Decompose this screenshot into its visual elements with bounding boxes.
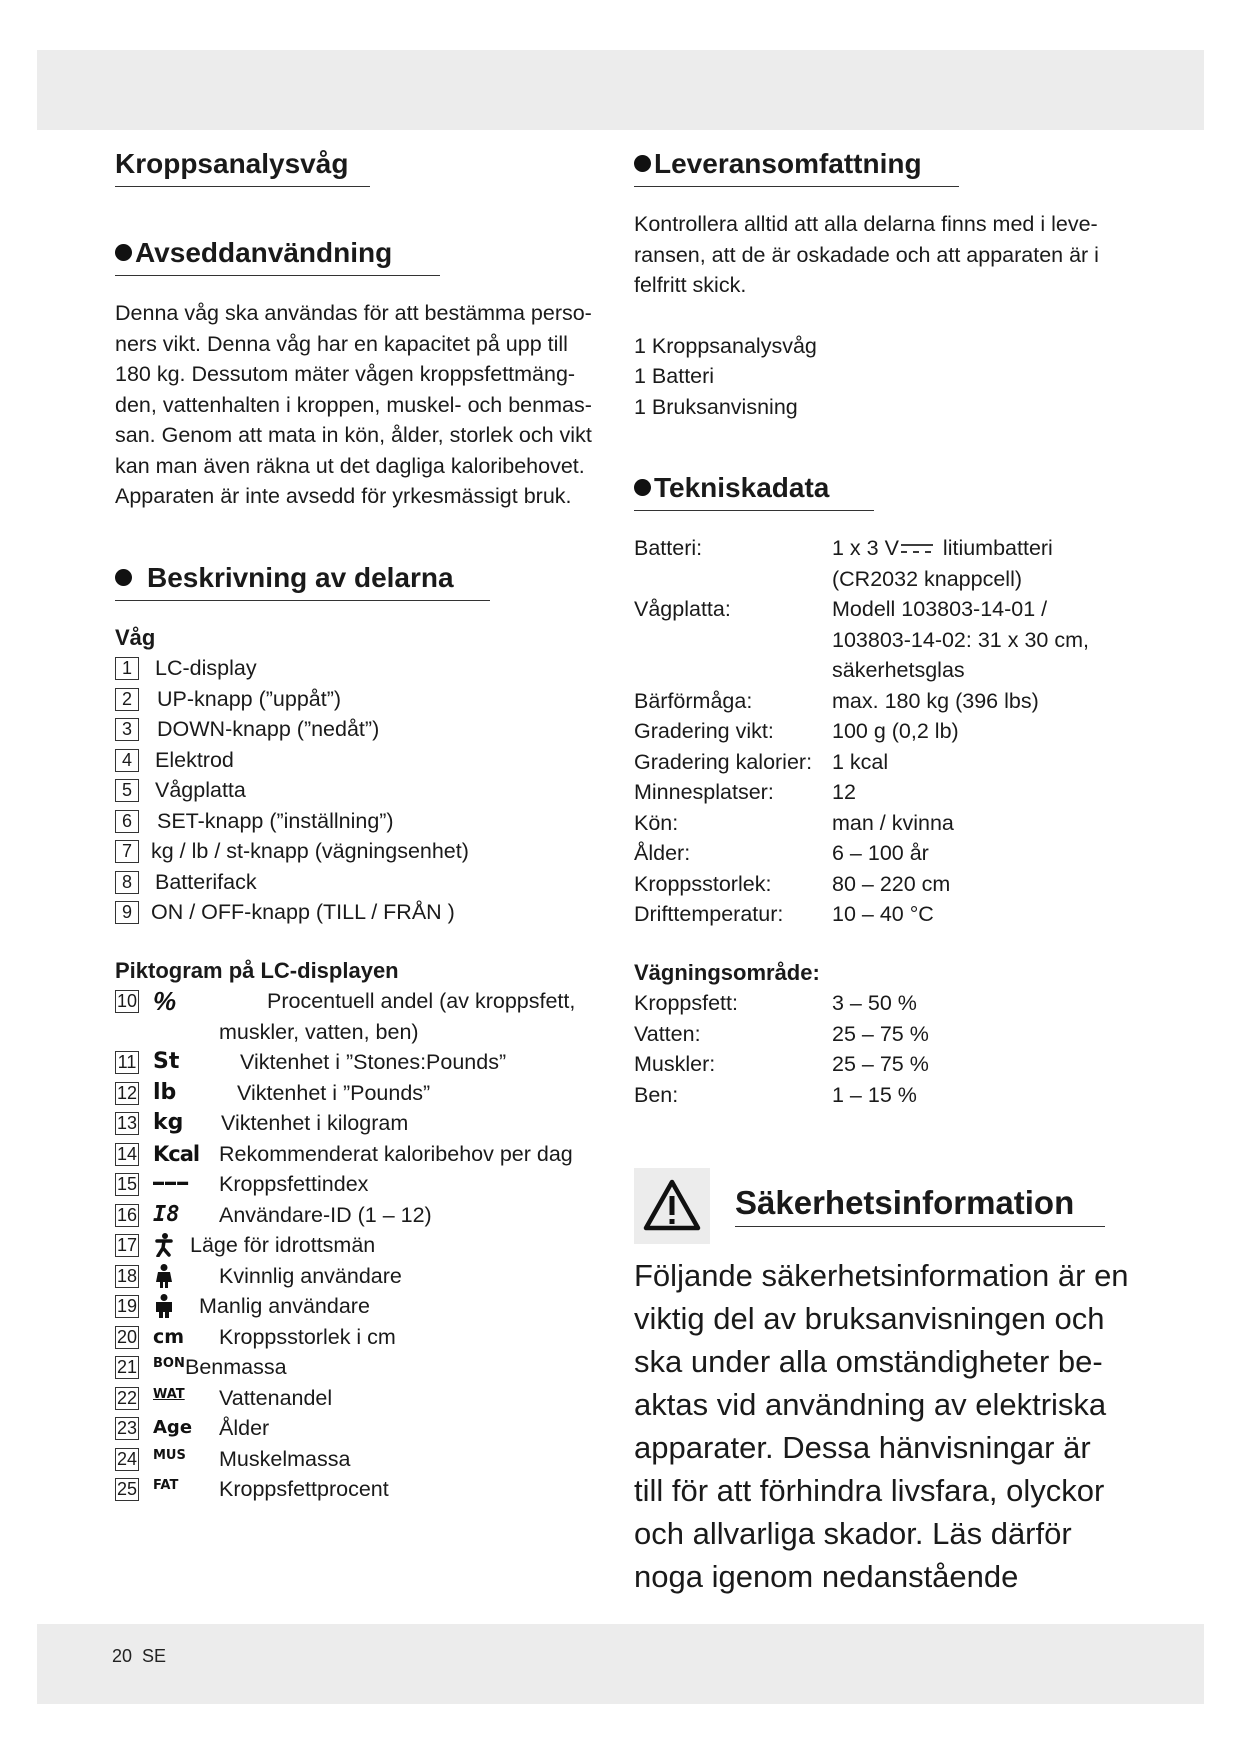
item-number: 20	[116, 1326, 138, 1347]
table-row: Vågplatta: Modell 103803-14-01 / 103803-14-02: 31 x 30 cm, säkerhetsglas	[634, 597, 1089, 682]
list-item: 16 I8 Användare-ID (1 – 12)	[116, 1201, 432, 1227]
fat-icon: FAT	[153, 1478, 179, 1493]
water-icon: WAT	[153, 1386, 185, 1402]
item-number: 12	[116, 1082, 138, 1103]
intended-use-heading: Avseddanvändning	[115, 237, 440, 276]
dashes-icon: ▬ ▬ ▬	[153, 1176, 188, 1188]
item-number: 5	[115, 779, 139, 802]
intended-use-text: Denna våg ska användas för att bestämma perso- ners vikt. Denna våg har en kapacitet på upp till 180 kg. Dessutom mäter vågen kroppsfettmäng- den, vattenhalten i kroppen, muskel- och benmas- san. Genom att mata in kön, ålder, storlek och vikt kan man även räkna ut det dagliga kaloribehovet. Apparaten är inte avsedd för yrkesmässigt bruk.	[115, 301, 592, 508]
item-number: 6	[115, 810, 139, 833]
scale-subtitle: Våg	[115, 624, 156, 650]
item-number: 9	[115, 901, 139, 924]
list-item: 7 kg / lb / st-knapp (vägningsenhet)	[115, 836, 605, 867]
table-row: Batteri: 1 x 3 V litiumbatteri (CR2032 knappcell)	[634, 536, 1053, 591]
bullet-icon	[634, 479, 651, 496]
athlete-icon	[153, 1233, 175, 1257]
kcal-icon: Kcal	[153, 1141, 200, 1166]
delivery-heading: Leveransomfattning	[634, 148, 959, 187]
list-item: 1 LC-display	[115, 653, 605, 684]
list-item: 9 ON / OFF-knapp (TILL / FRÅN )	[115, 897, 605, 928]
delivery-text: Kontrollera alltid att alla delarna finns med i leve- ransen, att de är oskadade och att apparaten är i felfritt skick.	[634, 212, 1099, 297]
header-band	[37, 50, 1204, 130]
list-item: 1 Bruksanvisning	[634, 394, 798, 419]
male-icon	[153, 1294, 175, 1318]
bullet-icon	[634, 155, 651, 172]
table-row: Kroppsstorlek: 80 – 220 cm	[634, 871, 951, 896]
table-row: Kroppsfett: 3 – 50 %	[634, 991, 917, 1015]
list-item: 11 St Viktenhet i ”Stones:Pounds”	[115, 1047, 605, 1078]
muscle-icon: MUS	[153, 1447, 186, 1463]
list-item: 6 SET-knapp (”inställning”)	[115, 806, 605, 837]
item-number: 21	[116, 1357, 138, 1377]
item-number: 2	[115, 688, 139, 711]
table-row: Vatten: 25 – 75 %	[634, 1021, 929, 1046]
list-item: 12 lb Viktenhet i ”Pounds”	[116, 1079, 431, 1105]
list-item: 5 Vågplatta	[115, 775, 605, 806]
language-code: SE	[142, 1646, 167, 1666]
parts-heading: Beskrivning av delarna	[115, 562, 490, 601]
warning-icon	[634, 1168, 710, 1244]
list-item: 13 kg Viktenhet i kilogram	[116, 1110, 409, 1135]
list-item: 2 UP-knapp (”uppåt”)	[115, 684, 605, 715]
item-number: 23	[116, 1418, 138, 1438]
list-item: 22 WAT Vattenandel	[115, 1383, 605, 1414]
item-number: 11	[115, 1051, 139, 1074]
stones-icon: St	[153, 1049, 180, 1074]
table-row: Bärförmåga: max. 180 kg (396 lbs)	[634, 688, 1039, 713]
parts-list	[115, 653, 605, 928]
list-item: 23 Age Ålder	[116, 1416, 270, 1440]
list-item: 19 Manlig användare	[116, 1294, 370, 1318]
page-number: 20	[112, 1646, 133, 1666]
table-row: Drifttemperatur: 10 – 40 °C	[634, 902, 934, 926]
list-item: 1 Batteri	[634, 364, 715, 388]
item-number: 14	[116, 1143, 138, 1164]
list-item: 21 BON Benmassa	[115, 1352, 605, 1383]
item-number: 8	[115, 871, 139, 894]
list-item: 8 Batterifack	[115, 867, 605, 898]
kilogram-icon: kg	[153, 1110, 184, 1135]
pounds-icon: lb	[153, 1079, 177, 1105]
bullet-icon	[115, 569, 132, 586]
table-row: Gradering kalorier: 1 kcal	[634, 749, 889, 774]
list-item: 14 Kcal Rekommenderat kaloribehov per dag	[116, 1141, 573, 1166]
tech-table	[634, 533, 1124, 930]
list-item: 3 DOWN-knapp (”nedåt”)	[115, 714, 605, 745]
table-row: Muskler: 25 – 75 %	[634, 1052, 929, 1076]
bone-icon: BON	[153, 1356, 185, 1371]
table-row: Gradering vikt: 100 g (0,2 lb)	[634, 719, 959, 743]
table-row: Minnesplatser: 12	[634, 780, 856, 804]
item-number: 15	[116, 1174, 138, 1194]
female-icon	[153, 1264, 175, 1288]
item-number: 16	[116, 1204, 138, 1225]
product-title: Kroppsanalysvåg	[115, 148, 370, 187]
item-number: 18	[116, 1265, 138, 1286]
right-column	[634, 148, 1124, 1110]
footer-band	[37, 1624, 1204, 1704]
dc-symbol-icon	[899, 542, 935, 556]
list-item: 18 Kvinnlig användare	[116, 1263, 402, 1288]
table-row: Ben: 1 – 15 %	[634, 1082, 917, 1107]
warning-box	[634, 1168, 710, 1244]
range-subtitle: Vägningsområde:	[634, 959, 820, 985]
age-icon: Age	[153, 1417, 193, 1438]
item-number: 4	[115, 749, 139, 772]
page-footer	[112, 1646, 166, 1667]
item-number: 10	[116, 991, 138, 1011]
safety-text: Följande säkerhetsinformation är en viktig del av bruksanvisningen och ska under alla omständigheter be- aktas vid användning av elektriska apparater. Dessa hänvisningar är till för att förhindra livsfara, olyckor och allvarliga skador. Läs därför noga igenom nedanstående	[634, 1258, 1129, 1594]
range-table	[634, 988, 1124, 1110]
delivery-items	[634, 331, 1124, 423]
list-item: 24 MUS Muskelmassa	[115, 1444, 605, 1475]
list-item: 4 Elektrod	[115, 745, 605, 776]
item-number: 24	[116, 1448, 138, 1469]
item-number: 17	[116, 1235, 138, 1255]
item-number: 1	[115, 657, 139, 680]
list-item: 17 Läge för idrottsmän	[116, 1233, 376, 1257]
item-number: 7	[115, 840, 139, 863]
pictogram-list: 10 % Procentuell andel (av kroppsfett, muskler, vatten, ben) 11 St Viktenhet i ”Stones:Pounds” 12 lb Viktenhet i ”Pounds” 13 kg Viktenhet i kilogram 14 Kcal Rekommenderat kaloribehov per dag 15 ▬ ▬ ▬ Kroppsfettindex 16 I8 Användare-ID (1 – 12) 17 Läge för idrottsmän 18 Kvinnlig användare 19 Manlig användare 20 cm Kroppsstorlek i cm 21 BON Benmassa 22 WAT Vattenandel 23 Age Ålder 24 MUS Muskelmassa 25 FAT Kroppsfettprocent	[115, 986, 605, 1505]
table-row: Kön: man / kvinna	[634, 810, 954, 835]
item-number: 19	[116, 1296, 138, 1316]
bullet-icon	[115, 244, 132, 261]
cm-icon: cm	[153, 1325, 185, 1348]
table-row: Ålder: 6 – 100 år	[634, 841, 929, 865]
list-item: 20 cm Kroppsstorlek i cm	[116, 1324, 396, 1349]
list-item: 25 FAT Kroppsfettprocent	[115, 1474, 605, 1505]
pictogram-subtitle: Piktogram på LC-displayen	[115, 957, 399, 983]
tech-heading: Tekniskadata	[634, 472, 874, 511]
list-item: 15 ▬ ▬ ▬ Kroppsfettindex	[116, 1172, 369, 1196]
item-number: 22	[116, 1387, 138, 1408]
item-number: 25	[116, 1479, 138, 1499]
user-id-icon: I8	[153, 1201, 180, 1227]
item-number: 3	[115, 718, 139, 741]
safety-heading: Säkerhetsinformation	[735, 1184, 1105, 1227]
left-column	[115, 148, 605, 1505]
list-item: 10 % Procentuell andel (av kroppsfett,	[116, 986, 576, 1016]
item-number: 13	[116, 1113, 138, 1133]
list-item: 1 Kroppsanalysvåg	[634, 333, 817, 358]
percent-icon: %	[153, 986, 177, 1016]
